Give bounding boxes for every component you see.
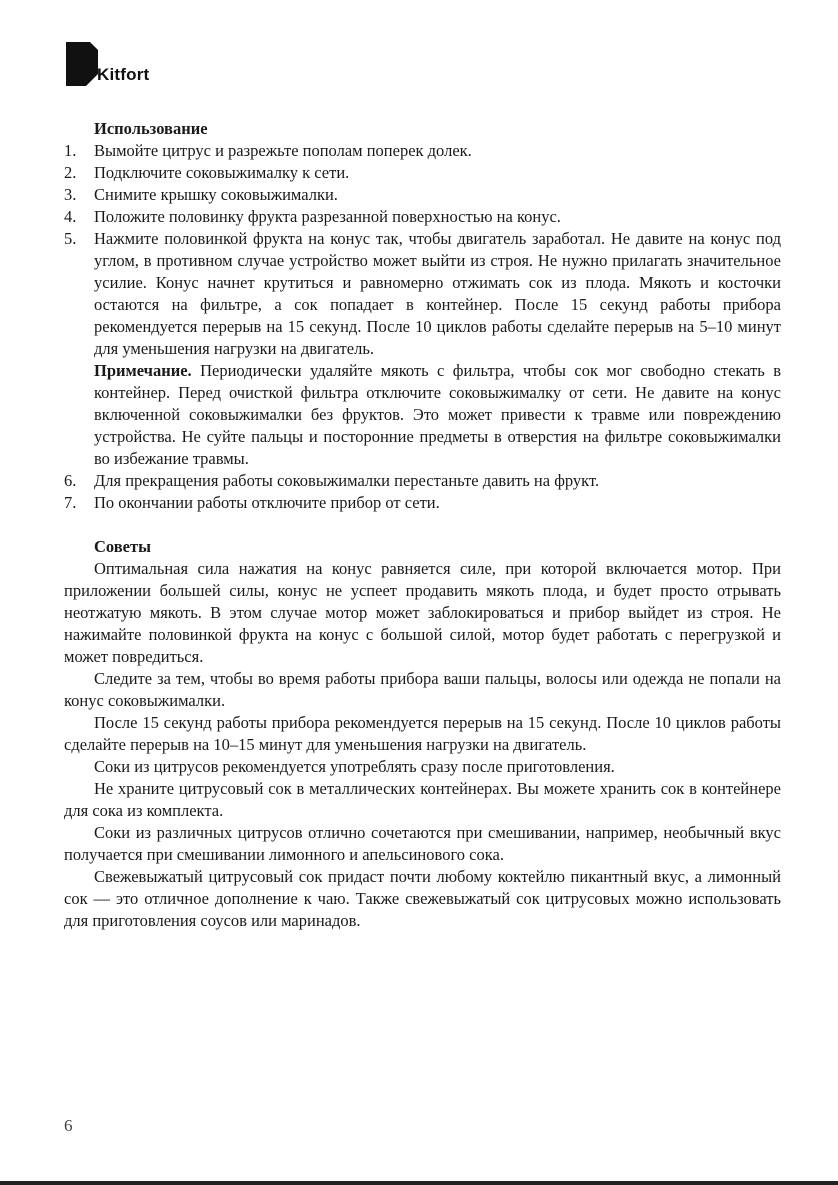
step-text: Снимите крышку соковыжималки. [94, 185, 338, 204]
step-number: 6. [64, 471, 77, 490]
section-spacer [64, 514, 781, 536]
list-item [64, 228, 781, 360]
note-text: Периодически удаляйте мякоть с фильтра, чтобы сок мог свободно стекать в контейнер. Перед очисткой фильтра отключите соковыжималку от сети. Не давите на конус включенной соковыжималки без фруктов. Это может привести к травме или повреждению устройства. Не суйте пальцы и посторонние предметы в отверстия на фильтре соковыжималки во избежание травмы. [94, 361, 781, 468]
document-body [64, 118, 781, 932]
page-number: 6 [64, 1116, 73, 1135]
list-item [64, 492, 781, 514]
step-number: 7. [64, 493, 77, 512]
list-item [64, 470, 781, 492]
list-item [64, 206, 781, 228]
tips-paragraph: После 15 секунд работы прибора рекомендуется перерыв на 15 секунд. После 10 циклов работы сделайте перерыв на 10–15 минут для уменьшения нагрузки на двигатель. [64, 713, 781, 754]
usage-steps [64, 140, 781, 360]
step-text: По окончании работы отключите прибор от сети. [94, 493, 440, 512]
tips-paragraph: Свежевыжатый цитрусовый сок придаст почти любому коктейлю пикантный вкус, а лимонный сок — это отличное дополнение к чаю. Также свежевыжатый сок цитрусовых можно использовать для приготовления соусов или маринадов. [64, 867, 781, 930]
step-number: 3. [64, 185, 77, 204]
tips-paragraph: Не храните цитрусовый сок в металлических контейнерах. Вы можете хранить сок в контейнере для сока из комплекта. [64, 779, 781, 820]
list-item [64, 140, 781, 162]
tips-paragraph: Соки из различных цитрусов отлично сочетаются при смешивании, например, необычный вкус получается при смешивании лимонного и апельсинового сока. [64, 823, 781, 864]
list-item [64, 162, 781, 184]
usage-heading: Использование [94, 119, 208, 138]
list-item [64, 184, 781, 206]
step-number: 4. [64, 207, 77, 226]
tips-paragraph: Соки из цитрусов рекомендуется употреблять сразу после приготовления. [94, 757, 615, 776]
tips-paragraph: Оптимальная сила нажатия на конус равняется силе, при которой включается мотор. При приложении большей силы, конус не успеет продавить мякоть плода, и будет просто отрывать неотжатую мякоть. В этом случае мотор может заблокироваться и прибор выйдет из строя. Не нажимайте половинкой фрукта на конус с большой силой, мотор будет работать с перегрузкой и может повредиться. [64, 559, 781, 666]
step-number: 1. [64, 141, 77, 160]
step-text: Положите половинку фрукта разрезанной поверхностью на конус. [94, 207, 561, 226]
step-text: Нажмите половинкой фрукта на конус так, чтобы двигатель заработал. Не давите на конус под углом, в противном случае устройство может выйти из строя. Не нужно прилагать значительное усилие. Конус начнет крутиться и равномерно отжимать сок из плода. Мякоть и косточки остаются на фильтре, а сок попадает в контейнер. После 15 секунд работы прибора рекомендуется перерыв на 15 секунд. После 10 циклов работы сделайте перерыв на 5–10 минут для уменьшения нагрузки на двигатель. [94, 229, 781, 358]
step-number: 5. [64, 229, 77, 248]
step-number: 2. [64, 163, 77, 182]
step-text: Для прекращения работы соковыжималки перестаньте давить на фрукт. [94, 471, 600, 490]
brand-name: Kitfort [97, 65, 150, 84]
step-text: Вымойте цитрус и разрежьте пополам поперек долек. [94, 141, 472, 160]
usage-note [64, 360, 781, 470]
note-label: Примечание. [94, 361, 192, 380]
brand-logo [64, 40, 184, 88]
tips-heading: Советы [94, 537, 151, 556]
usage-steps-continued [64, 470, 781, 514]
step-text: Подключите соковыжималку к сети. [94, 163, 350, 182]
tips-paragraph: Следите за тем, чтобы во время работы прибора ваши пальцы, волосы или одежда не попали на конус соковыжималки. [64, 669, 781, 710]
page-bottom-rule [0, 1181, 838, 1185]
